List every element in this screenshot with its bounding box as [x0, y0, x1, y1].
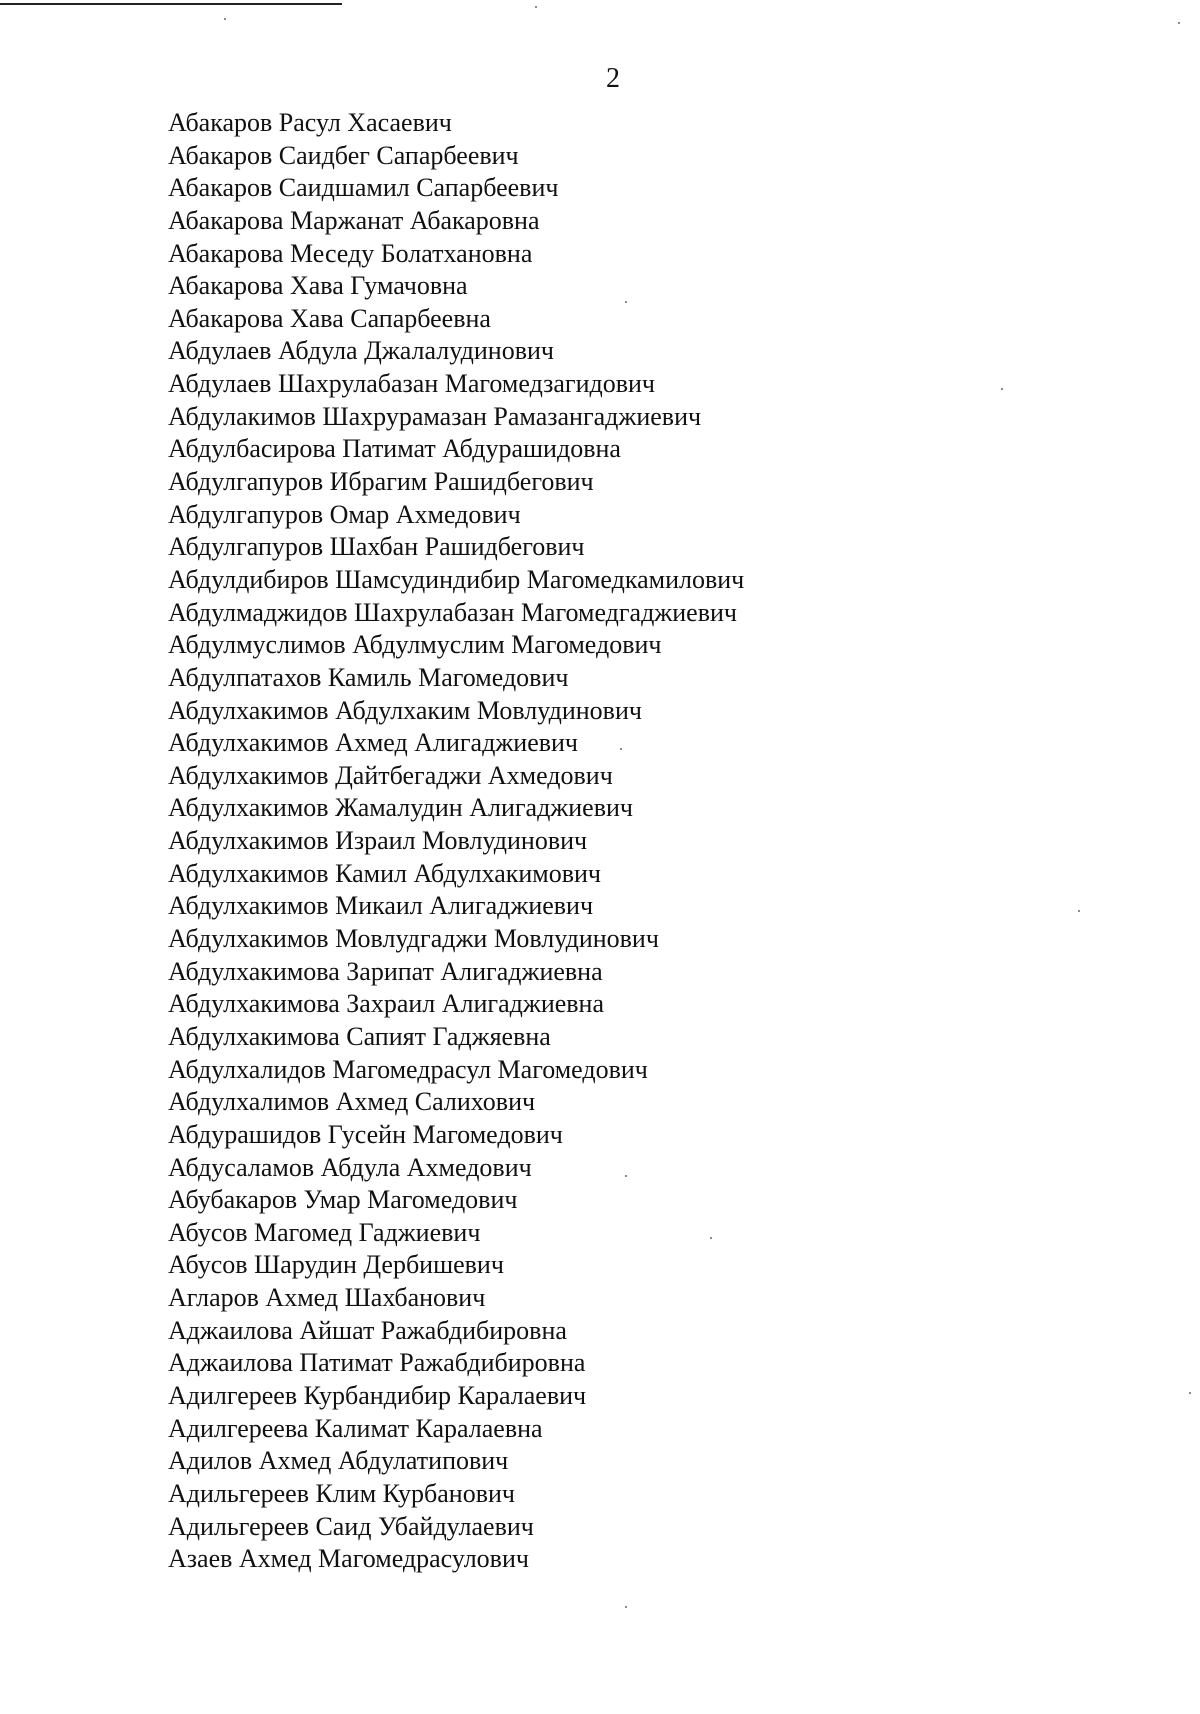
- name-list-item: Абдулаев Шахрулабазан Магомедзагидович: [168, 369, 656, 399]
- name-list-item: Абакарова Маржанат Абакаровна: [168, 205, 540, 235]
- name-list-item: Азаев Ахмед Магомедрасулович: [168, 1544, 529, 1574]
- name-list-item: Абдулхакимов Жамалудин Алигаджиевич: [168, 793, 633, 823]
- name-list-item: Абдулхакимов Микаил Алигаджиевич: [168, 891, 594, 921]
- scan-speck: [1178, 22, 1180, 24]
- scan-speck: [535, 6, 537, 8]
- name-list-item: Абдулмаджидов Шахрулабазан Магомедгаджиевич: [168, 597, 737, 627]
- name-list-item: Абдулдибиров Шамсудиндибир Магомедкамилович: [168, 564, 745, 594]
- name-list-item: Абдулхалидов Магомедрасул Магомедович: [168, 1054, 648, 1084]
- scan-speck: [625, 301, 627, 303]
- scan-speck: [224, 18, 226, 20]
- name-list-item: Абусов Магомед Гаджиевич: [168, 1217, 481, 1247]
- name-list-item: Абдулгапуров Шахбан Рашидбегович: [168, 532, 585, 562]
- scan-speck: [710, 1237, 712, 1239]
- name-list-item: Абакарова Меседу Болатхановна: [168, 238, 533, 268]
- name-list-item: Абдулхакимов Ахмед Алигаджиевич: [168, 728, 579, 758]
- name-list-item: Абдулхакимова Захраил Алигаджиевна: [168, 989, 605, 1019]
- name-list-item: Абдулакимов Шахрурамазан Рамазангаджиевич: [168, 401, 702, 431]
- name-list-item: Адильгереев Клим Курбанович: [168, 1478, 515, 1508]
- name-list-item: Абдулмуслимов Абдулмуслим Магомедович: [168, 630, 662, 660]
- name-list-item: Абдулпатахов Камиль Магомедович: [168, 662, 569, 692]
- name-list-item: Абдулхакимов Израил Мовлудинович: [168, 826, 588, 856]
- scan-speck: [625, 1175, 627, 1177]
- name-list-item: Абдулаев Абдула Джалалудинович: [168, 336, 554, 366]
- name-list: [168, 107, 744, 1576]
- scan-edge-line: [0, 3, 342, 5]
- name-list-item: Абдулхалимов Ахмед Салихович: [168, 1087, 536, 1117]
- scan-speck: [625, 1606, 627, 1608]
- name-list-item: Абдулхакимов Мовлудгаджи Мовлудинович: [168, 924, 659, 954]
- name-list-item: Абдулгапуров Ибрагим Рашидбегович: [168, 467, 594, 497]
- name-list-item: Абдусаламов Абдула Ахмедович: [168, 1152, 532, 1182]
- name-list-item: Абдулгапуров Омар Ахмедович: [168, 499, 521, 529]
- scan-speck: [1001, 388, 1003, 390]
- name-list-item: Абдулхакимова Сапият Гаджяевна: [168, 1021, 551, 1051]
- page-number: 2: [606, 63, 620, 94]
- name-list-item: Абдулбасирова Патимат Абдурашидовна: [168, 434, 621, 464]
- name-list-item: Абдулхакимов Камил Абдулхакимович: [168, 858, 602, 888]
- name-list-item: Абубакаров Умар Магомедович: [168, 1185, 518, 1215]
- name-list-item: Агларов Ахмед Шахбанович: [168, 1283, 486, 1313]
- scan-speck: [1189, 1392, 1191, 1394]
- name-list-item: Абдулхакимов Абдулхаким Мовлудинович: [168, 695, 642, 725]
- name-list-item: Абакарова Хава Сапарбеевна: [168, 303, 491, 333]
- name-list-item: Абакарова Хава Гумачовна: [168, 271, 468, 301]
- name-list-item: Абакаров Расул Хасаевич: [168, 108, 452, 137]
- name-list-item: Абакаров Саидшамил Сапарбеевич: [168, 173, 559, 203]
- name-list-item: Адильгереев Саид Убайдулаевич: [168, 1511, 534, 1541]
- name-list-item: Абдурашидов Гусейн Магомедович: [168, 1119, 563, 1149]
- scan-speck: [620, 748, 622, 750]
- name-list-item: Адилгереева Калимат Каралаевна: [168, 1413, 543, 1443]
- name-list-item: Абусов Шарудин Дербишевич: [168, 1250, 504, 1280]
- name-list-item: Аджаилова Патимат Ражабдибировна: [168, 1348, 586, 1378]
- name-list-item: Абдулхакимов Дайтбегаджи Ахмедович: [168, 760, 613, 790]
- scan-speck: [1078, 910, 1080, 912]
- name-list-item: Адилов Ахмед Абдулатипович: [168, 1446, 509, 1476]
- name-list-item: Абакаров Саидбег Сапарбеевич: [168, 140, 519, 170]
- name-list-item: Аджаилова Айшат Ражабдибировна: [168, 1315, 567, 1345]
- name-list-item: Абдулхакимова Зарипат Алигаджиевна: [168, 956, 603, 986]
- name-list-item: Адилгереев Курбандибир Каралаевич: [168, 1380, 587, 1410]
